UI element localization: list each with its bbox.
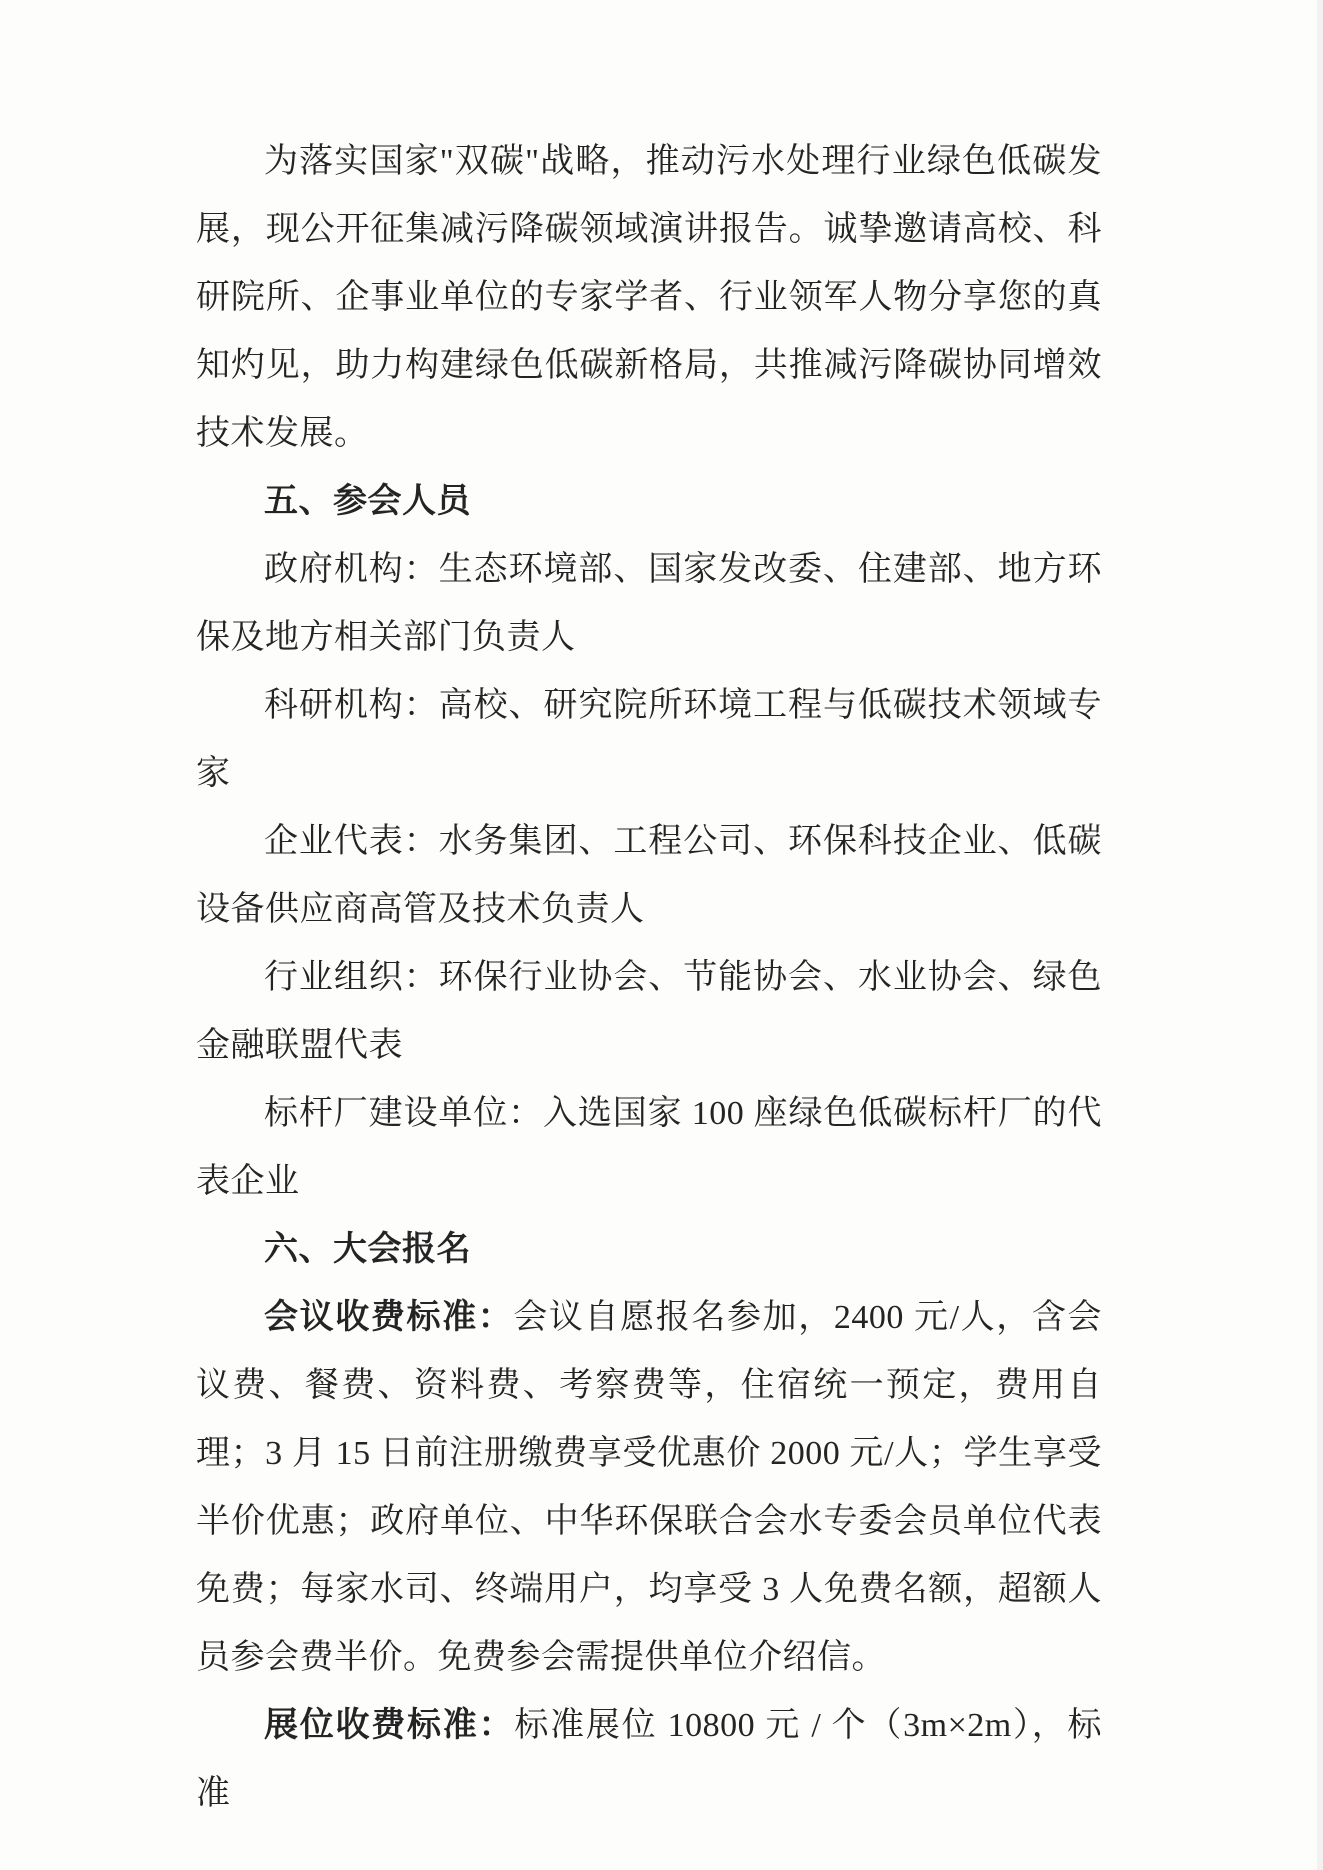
- paragraph-benchmark-plants-text: 标杆厂建设单位：入选国家 100 座绿色低碳标杆厂的代表企业: [196, 1095, 1102, 1200]
- section-heading-registration: 六、大会报名: [264, 1231, 471, 1268]
- paragraph-research-orgs-text: 科研机构：高校、研究院所环境工程与低碳技术领域专家: [196, 687, 1102, 792]
- section-heading-participants: 五、参会人员: [264, 483, 471, 520]
- paragraph-enterprise-reps-text: 企业代表：水务集团、工程公司、环保科技企业、低碳设备供应商高管及技术负责人: [196, 823, 1102, 928]
- paragraph-enterprise-reps: [196, 808, 1102, 944]
- paragraph-benchmark-plants: [196, 1080, 1102, 1216]
- paragraph-intro: [196, 128, 1102, 468]
- document-text-block: [196, 128, 1102, 1828]
- paragraph-government-orgs: [196, 536, 1102, 672]
- paragraph-booth-fee-label: 展位收费标准：: [264, 1707, 515, 1744]
- paragraph-government-orgs-text: 政府机构：生态环境部、国家发改委、住建部、地方环保及地方相关部门负责人: [196, 551, 1102, 656]
- paragraph-booth-fee: [196, 1692, 1102, 1828]
- paragraph-industry-orgs: [196, 944, 1102, 1080]
- paragraph-industry-orgs-text: 行业组织：环保行业协会、节能协会、水业协会、绿色金融联盟代表: [196, 959, 1102, 1064]
- paragraph-conference-fee-label: 会议收费标准：: [264, 1299, 514, 1336]
- paragraph-conference-fee-text: 会议自愿报名参加，2400 元/人，含会议费、餐费、资料费、考察费等，住宿统一预定，费用自理；3 月 15 日前注册缴费享受优惠价 2000 元/人；学生享受半价优惠；政府单位、中华环保联合会水专委会员单位代表免费；每家水司、终端用户，均享受 3 人免费名额，超额人员参会费半价。免费参会需提供单位介绍信。: [196, 1299, 1102, 1676]
- paragraph-intro-text: 为落实国家"双碳"战略，推动污水处理行业绿色低碳发展，现公开征集减污降碳领域演讲报告。诚挚邀请高校、科研院所、企事业单位的专家学者、行业领军人物分享您的真知灼见，助力构建绿色低碳新格局，共推减污降碳协同增效技术发展。: [196, 143, 1102, 452]
- paragraph-conference-fee: [196, 1284, 1102, 1692]
- paragraph-booth-fee-text: 标准展位 10800 元 / 个（3m×2m），标准: [196, 1707, 1102, 1812]
- paragraph-research-orgs: [196, 672, 1102, 808]
- scan-edge-artifact: [1317, 0, 1323, 1870]
